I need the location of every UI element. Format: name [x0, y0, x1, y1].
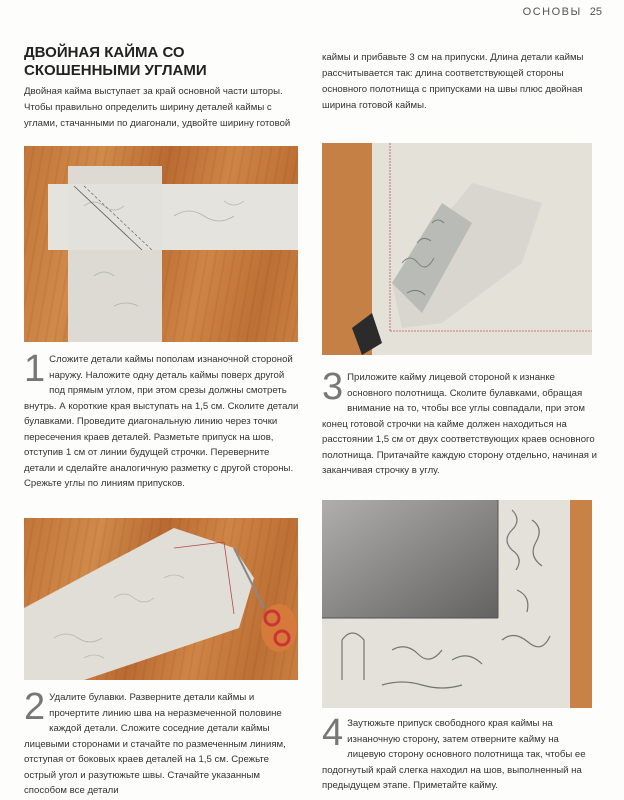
intro-text-left: Двойная кайма выступает за край основной части шторы. Чтобы правильно определить ширину деталей каймы с углами, стачанными по диагонали, удвойте ширину готовой	[24, 86, 291, 129]
photo-step-3	[322, 143, 592, 355]
step-2-number: 2	[24, 686, 46, 728]
photo-step-4	[322, 500, 592, 708]
step-4-number: 4	[322, 712, 344, 754]
step-3-text: Приложите кайму лицевой стороной к изнанке основного полотнища. Сколите булавками, обращая внимание на то, чтобы все углы совпадали, при этом конец готовой строчки на кайме должен находиться на расстоянии 1,5 см от двух соответствующих краев основного полотнища. Притачайте каждую сторону отдельно, начиная и заканчивая строчку в углу.	[322, 372, 598, 476]
photo-step-1	[24, 146, 298, 342]
step-1-number: 1	[24, 348, 46, 390]
step-1-text: Сложите детали каймы пополам изнаночной стороной наружу. Наложите одну деталь каймы поверх другой под прямым углом, при этом срезы должны смотреть внутрь. А короткие края выступать на 1,5 см. Сколите детали булавками. Проведите диагональную линию через точки пересечения краев деталей. Разметьте припуск на шов, отступив 1 см от линии будущей строчки. Переверните детали и сделайте аналогичную разметку с другой стороны. Срежьте углы по линиям припусков.	[24, 354, 299, 489]
step-3	[322, 366, 600, 479]
running-header	[523, 6, 602, 18]
page-number: 25	[589, 6, 602, 18]
step-4	[322, 712, 600, 794]
step-4-text: Заутюжьте припуск свободного края каймы на изнаночную сторону, затем отверните кайму на лицевую сторону основного полотнища так, чтобы ее подогнутый край слегка находил на шов, выполненный на предыдущем этапе. Приметайте кайму.	[322, 718, 586, 791]
intro-text-right: каймы и прибавьте 3 см на припуски. Длина детали каймы рассчитывается так: длина соответствующей стороны основного полотнища с припусками на швы плюс двойная ширина готовой каймы.	[322, 52, 584, 111]
page-title: ДВОЙНАЯ КАЙМА СО СКОШЕННЫМИ УГЛАМИ	[24, 44, 207, 79]
photo-step-2	[24, 518, 298, 680]
step-1	[24, 348, 302, 492]
step-2	[24, 686, 302, 799]
step-2-text: Удалите булавки. Разверните детали каймы и прочертите линию шва на неразмеченной половине каждой детали. Сложите соседние детали каймы лицевыми сторонами и стачайте по размеченным линиям, отступая от боковых краев деталей на 1,5 см. Срежьте острый угол и разутюжьте швы. Стачайте указанным способом все детали	[24, 692, 286, 796]
step-3-number: 3	[322, 366, 344, 408]
section-name: ОСНОВЫ	[522, 6, 582, 18]
